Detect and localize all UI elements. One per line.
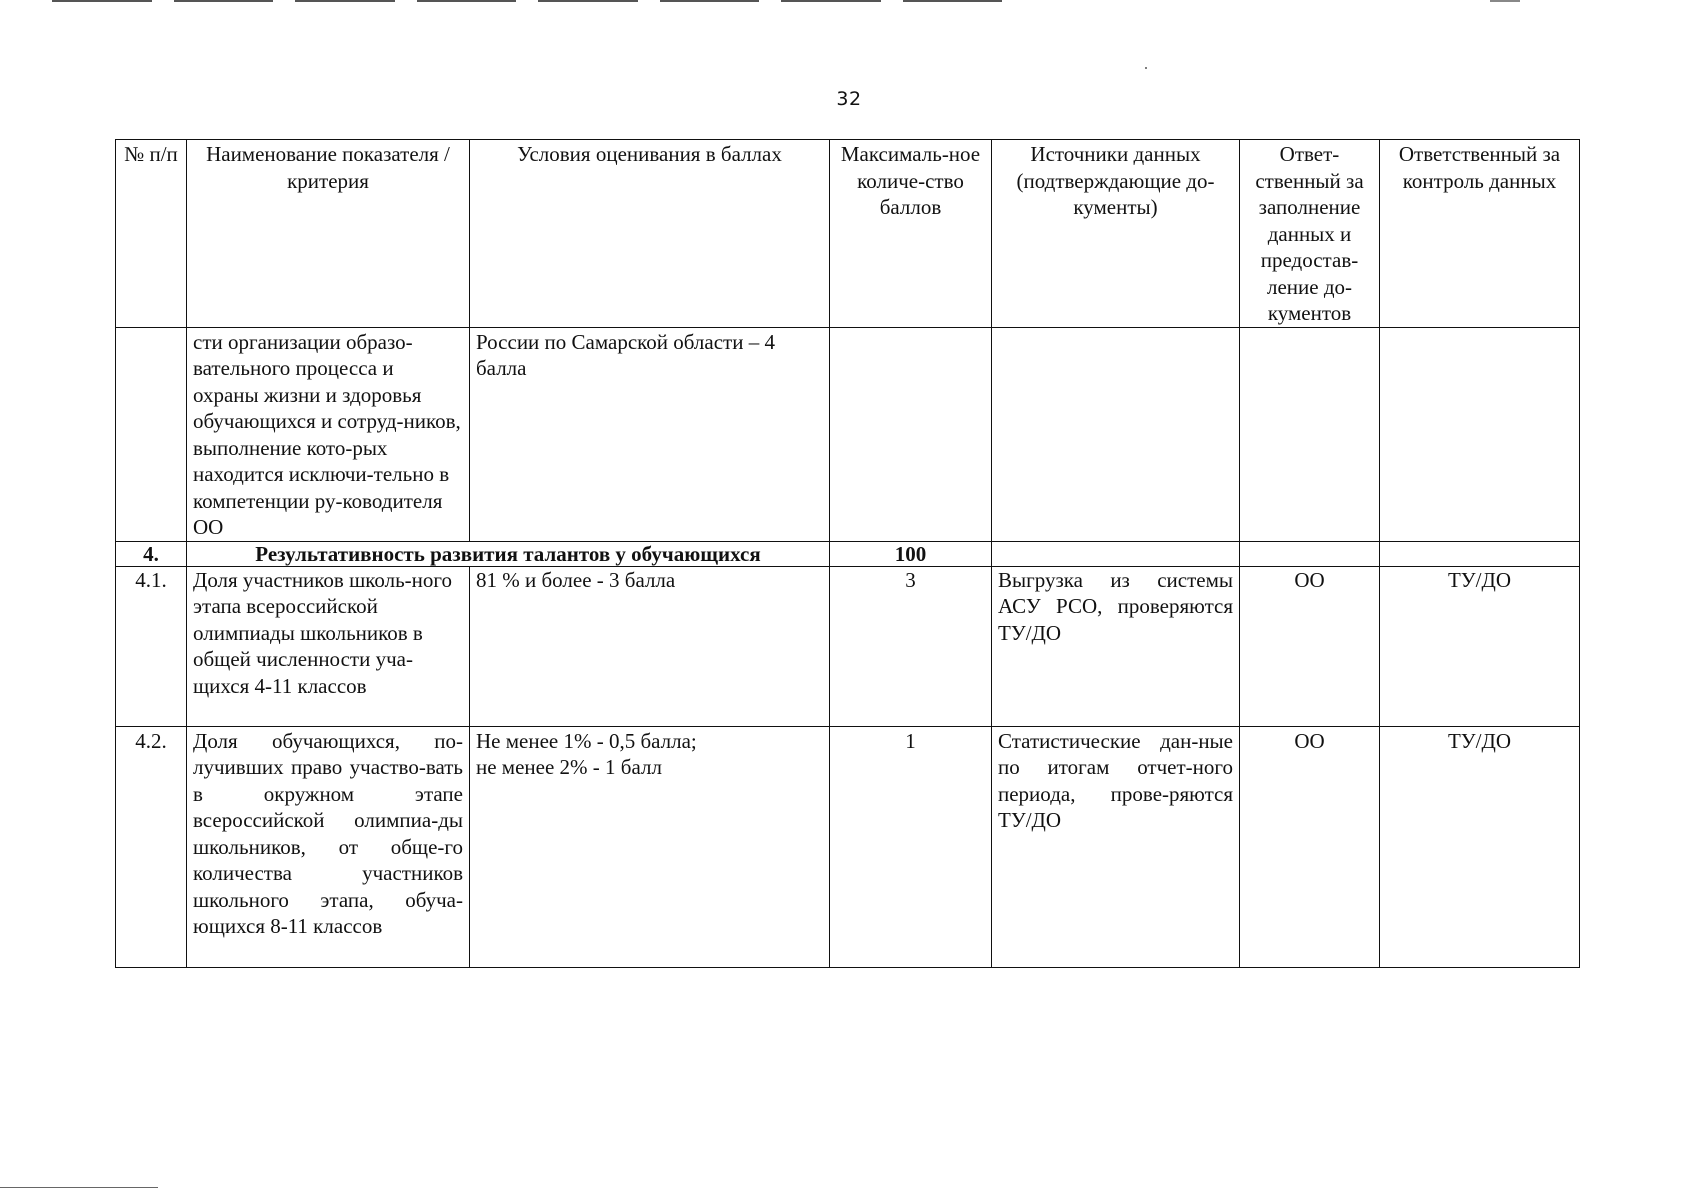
cell-num	[116, 327, 187, 541]
condition-line: не менее 2% - 1 балл	[476, 755, 662, 779]
section-num: 4.	[116, 541, 187, 566]
table-row	[116, 327, 1580, 541]
cell-name: сти организации образо-вательного процесса и охраны жизни и здоровья обучающихся и сотруд-ников, выполнение кото-рых находится исключи-тельно в компетенции ру-ководителя ОО	[187, 327, 470, 541]
section-title: Результативность развития талантов у обучающихся	[187, 541, 830, 566]
cell-responsible-control	[1380, 327, 1580, 541]
cell-conditions	[470, 726, 830, 967]
section-row	[116, 541, 1580, 566]
cell-max-score	[830, 327, 992, 541]
page-number: 32	[836, 88, 862, 110]
cell-num: 4.1.	[116, 566, 187, 726]
header-sources: Источники данных (подтверждающие до-кументы)	[992, 140, 1240, 328]
cell-sources: Выгрузка из системы АСУ РСО, проверяются ТУ/ДО	[992, 566, 1240, 726]
cell-responsible-control: ТУ/ДО	[1380, 566, 1580, 726]
cell-max-score: 3	[830, 566, 992, 726]
cell-max-score: 1	[830, 726, 992, 967]
cell-conditions: 81 % и более - 3 балла	[470, 566, 830, 726]
cell-responsible-fill: ОО	[1240, 566, 1380, 726]
cell-conditions: России по Самарской области – 4 балла	[470, 327, 830, 541]
scan-top-edge-marks	[52, 0, 1002, 3]
header-responsible-fill: Ответ-ственный за заполнение данных и предостав-ление до-кументов	[1240, 140, 1380, 328]
header-responsible-control: Ответственный за контроль данных	[1380, 140, 1580, 328]
cell-responsible-fill	[1240, 327, 1380, 541]
cell-responsible-fill: ОО	[1240, 726, 1380, 967]
scan-speck	[1145, 67, 1147, 69]
table-row	[116, 726, 1580, 967]
cell-responsible-control: ТУ/ДО	[1380, 726, 1580, 967]
section-max-score: 100	[830, 541, 992, 566]
criteria-table	[115, 139, 1580, 968]
header-conditions: Условия оценивания в баллах	[470, 140, 830, 328]
table-row	[116, 566, 1580, 726]
cell-num: 4.2.	[116, 726, 187, 967]
cell-sources: Статистические дан-ные по итогам отчет-ного периода, прове-ряются ТУ/ДО	[992, 726, 1240, 967]
header-num: № п/п	[116, 140, 187, 328]
scan-mark	[1490, 0, 1520, 2]
scan-bottom-edge-line	[0, 1187, 158, 1188]
header-name: Наименование показателя / критерия	[187, 140, 470, 328]
cell-name: Доля участников школь-ного этапа всероссийской олимпиады школьников в общей численности уча-щихся 4-11 классов	[187, 566, 470, 726]
header-max-score: Максималь-ное количе-ство баллов	[830, 140, 992, 328]
condition-line: Не менее 1% - 0,5 балла;	[476, 728, 697, 753]
cell-sources	[992, 327, 1240, 541]
cell-name: Доля обучающихся, по-лучивших право участво-вать в окружном этапе всероссийской олимпиа-ды школьников, от обще-го количества участников школьного этапа, обуча-ющихся 8-11 классов	[187, 726, 470, 967]
header-row	[116, 140, 1580, 328]
